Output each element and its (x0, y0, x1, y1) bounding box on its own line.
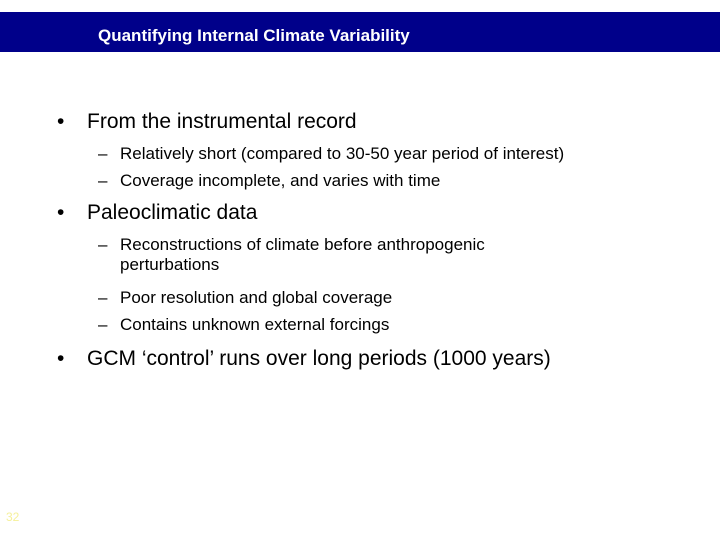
sub-bullet-marker: – (98, 315, 108, 334)
bullet-instrumental-record (57, 110, 357, 134)
bullet-text: GCM ‘control’ runs over long periods (1000 years) (87, 347, 551, 370)
bullet-marker: • (57, 347, 65, 370)
sub-bullet-marker: – (98, 144, 108, 163)
sub-bullet-text-continued: perturbations (120, 255, 220, 274)
sub-bullet-text: Contains unknown external forcings (120, 315, 390, 334)
sub-bullet-poor-resolution (98, 288, 392, 308)
slide-title: Quantifying Internal Climate Variability (98, 26, 410, 45)
sub-bullet-unknown-forcings (98, 315, 389, 335)
sub-bullet-text: Poor resolution and global coverage (120, 288, 393, 307)
bullet-gcm-control-runs (57, 347, 551, 371)
bullet-marker: • (57, 201, 65, 224)
sub-bullet-marker: – (98, 288, 108, 307)
sub-bullet-marker: – (98, 235, 108, 254)
bullet-paleoclimatic-data (57, 201, 257, 225)
sub-bullet-reconstructions (98, 235, 485, 275)
sub-bullet-marker: – (98, 171, 108, 190)
slide-number: 32 (6, 510, 20, 524)
sub-bullet-text: Relatively short (compared to 30-50 year period of interest) (120, 144, 565, 163)
bullet-marker: • (57, 110, 65, 133)
sub-bullet-text: Reconstructions of climate before anthropogenic (120, 235, 485, 254)
bullet-text: Paleoclimatic data (87, 201, 258, 224)
sub-bullet-coverage-incomplete (98, 171, 440, 191)
sub-bullet-relatively-short (98, 144, 564, 164)
sub-bullet-text: Coverage incomplete, and varies with time (120, 171, 441, 190)
bullet-text: From the instrumental record (87, 110, 357, 133)
